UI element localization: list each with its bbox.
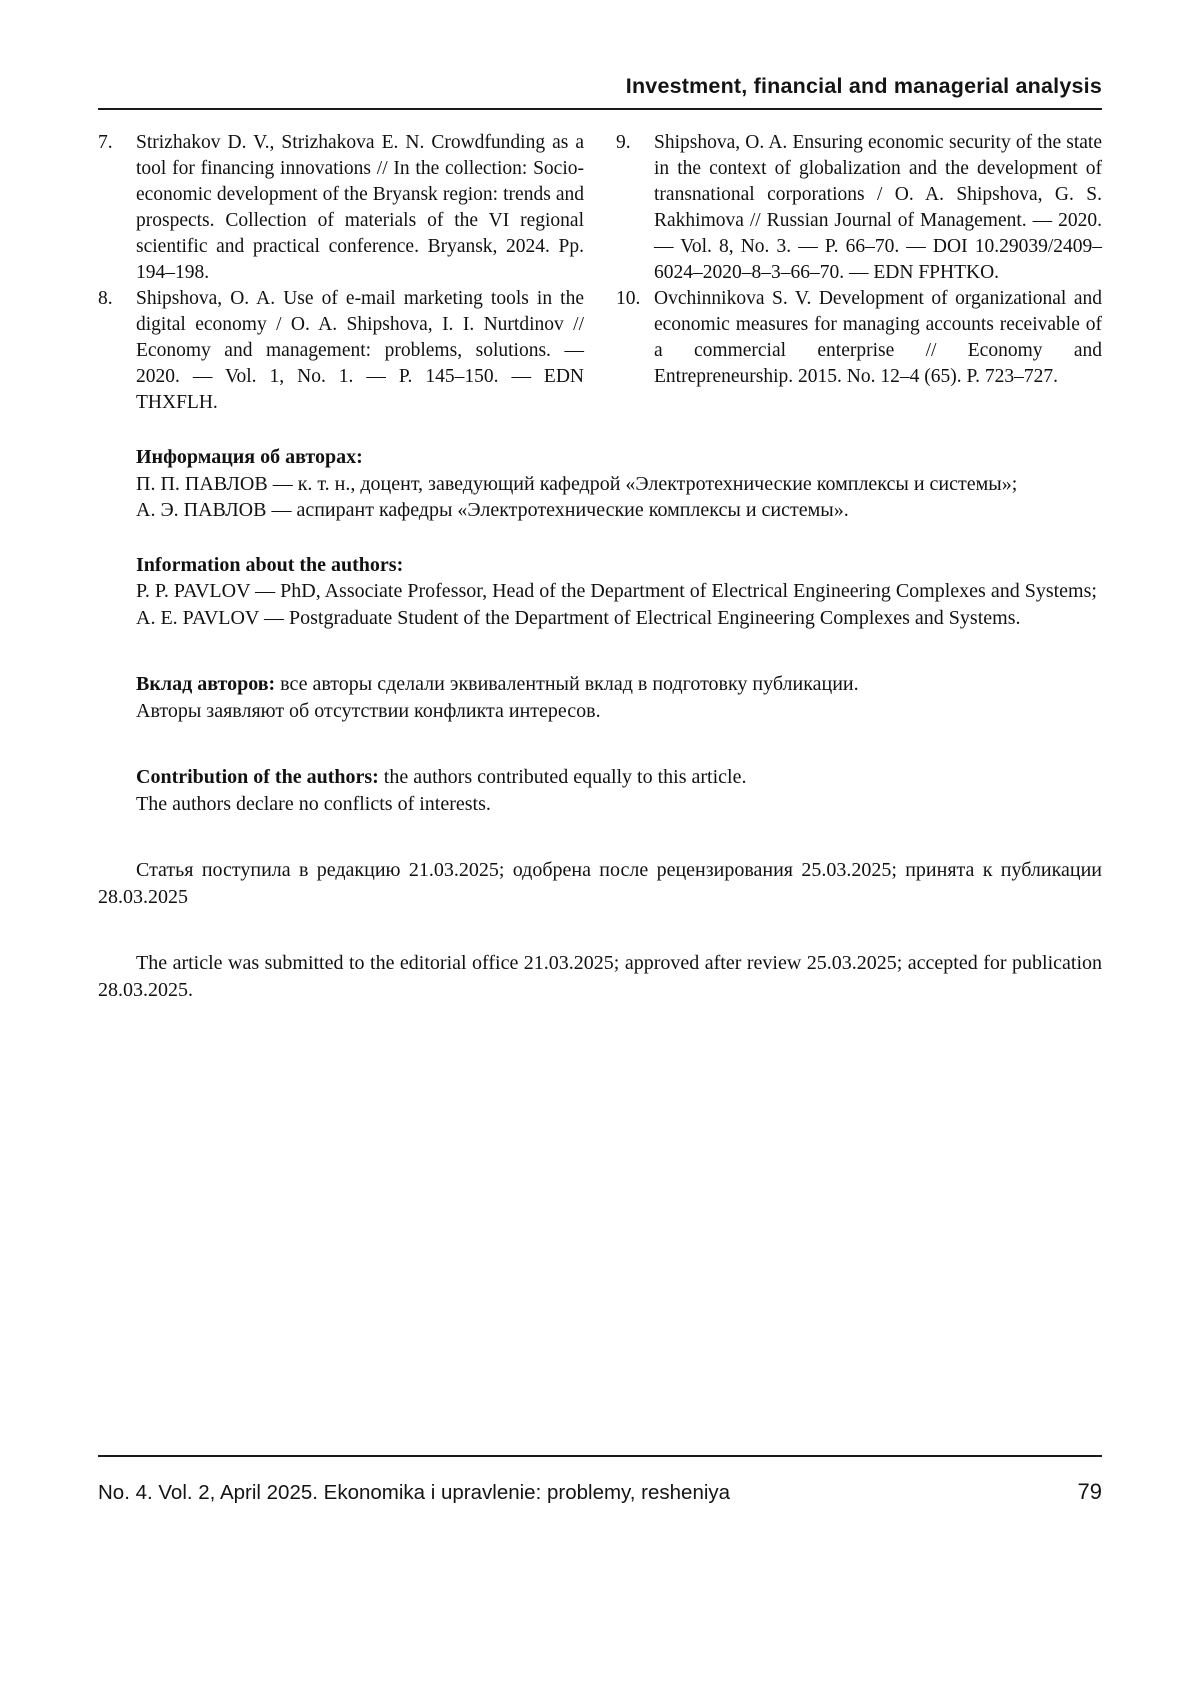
contribution-en: [98, 764, 1102, 817]
reference-text: Strizhakov D. V., Strizhakova E. N. Crowdfunding as a tool for financing innovations // In the collection: Socio-economic development of the Bryansk region: trends and prospects. Collection of materials of the VI regional scientific and practical conference. Bryansk, 2024. Pp. 194–198.: [136, 132, 584, 283]
references-column-right: [616, 130, 1102, 416]
contribution-en-label: Contribution of the authors:: [136, 766, 379, 788]
submission-dates-en: The article was submitted to the editorial office 21.03.2025; approved after review 25.03.2025; accepted for publication 28.03.2025.: [98, 952, 1102, 1001]
page-footer: [98, 1455, 1102, 1505]
reference-number: 8.: [98, 288, 113, 309]
reference-text: Shipshova, O. A. Use of e-mail marketing tools in the digital economy / O. A. Shipshova, I. I. Nurtdinov // Economy and management: problems, solutions. — 2020. — Vol. 1, No. 1. — P. 145–150. — EDN THXFLH.: [136, 288, 584, 413]
reference-item-7: [98, 130, 584, 286]
conflict-ru-statement: Авторы заявляют об отсутствии конфликта интересов.: [136, 699, 601, 722]
reference-number: 10.: [616, 288, 641, 309]
reference-number: 7.: [98, 132, 113, 153]
reference-text: Ovchinnikova S. V. Development of organizational and economic measures for managing accounts receivable of a commercial enterprise // Economy and Entrepreneurship. 2015. No. 12–4 (65). P. 723–727.: [654, 288, 1102, 387]
header-divider: [98, 108, 1102, 110]
authors-ru-item-2: А. Э. ПАВЛОВ — аспирант кафедры «Электротехнические комплексы и системы».: [136, 499, 849, 521]
footer-row: [98, 1479, 1102, 1505]
authors-en-item-2: A. E. PAVLOV — Postgraduate Student of the Department of Electrical Engineering Complexes and Systems.: [136, 606, 1021, 629]
page-number: 79: [1077, 1479, 1102, 1504]
authors-en-heading: Information about the authors:: [136, 553, 404, 576]
page-content: [98, 0, 1102, 1003]
contribution-en-statement: [98, 764, 1102, 791]
contribution-ru-label: Вклад авторов:: [136, 673, 276, 695]
contribution-ru-text: все авторы сделали эквивалентный вклад в подготовку публикации.: [275, 673, 859, 695]
contribution-ru-statement: [98, 671, 1102, 698]
reference-item-8: [98, 286, 584, 416]
footer-divider: [98, 1455, 1102, 1457]
reference-item-9: [616, 130, 1102, 286]
footer-journal-line: No. 4. Vol. 2, April 2025. Ekonomika i upravlenie: problemy, resheniya: [98, 1481, 731, 1504]
authors-info-ru: [98, 444, 1102, 524]
submission-dates-ru: Статья поступила в редакцию 21.03.2025; одобрена после рецензирования 25.03.2025; принята к публикации 28.03.2025: [98, 859, 1102, 908]
references-section: [98, 130, 1102, 416]
conflict-en-statement: The authors declare no conflicts of interests.: [136, 792, 491, 815]
contribution-ru: [98, 671, 1102, 724]
running-head: Investment, financial and managerial analysis: [625, 74, 1102, 98]
contribution-en-text: the authors contributed equally to this article.: [378, 766, 747, 788]
authors-ru-item-1: П. П. ПАВЛОВ — к. т. н., доцент, заведующий кафедрой «Электротехнические комплексы и системы»;: [136, 472, 1018, 495]
reference-text: Shipshova, O. A. Ensuring economic security of the state in the context of globalization and the development of transnational corporations / O. A. Shipshova, G. S. Rakhimova // Russian Journal of Management. — 2020. — Vol. 8, No. 3. — P. 66–70. — DOI 10.29039/2409–6024–2020–8–3–66–70. — EDN FPHTKO.: [654, 132, 1102, 283]
reference-number: 9.: [616, 132, 631, 153]
references-column-left: [98, 130, 584, 416]
authors-ru-heading: Информация об авторах:: [136, 446, 363, 468]
reference-item-10: [616, 286, 1102, 390]
authors-en-item-1: P. P. PAVLOV — PhD, Associate Professor, Head of the Department of Electrical Engineering Complexes and Systems;: [136, 580, 1097, 602]
authors-info-en: [98, 552, 1102, 632]
